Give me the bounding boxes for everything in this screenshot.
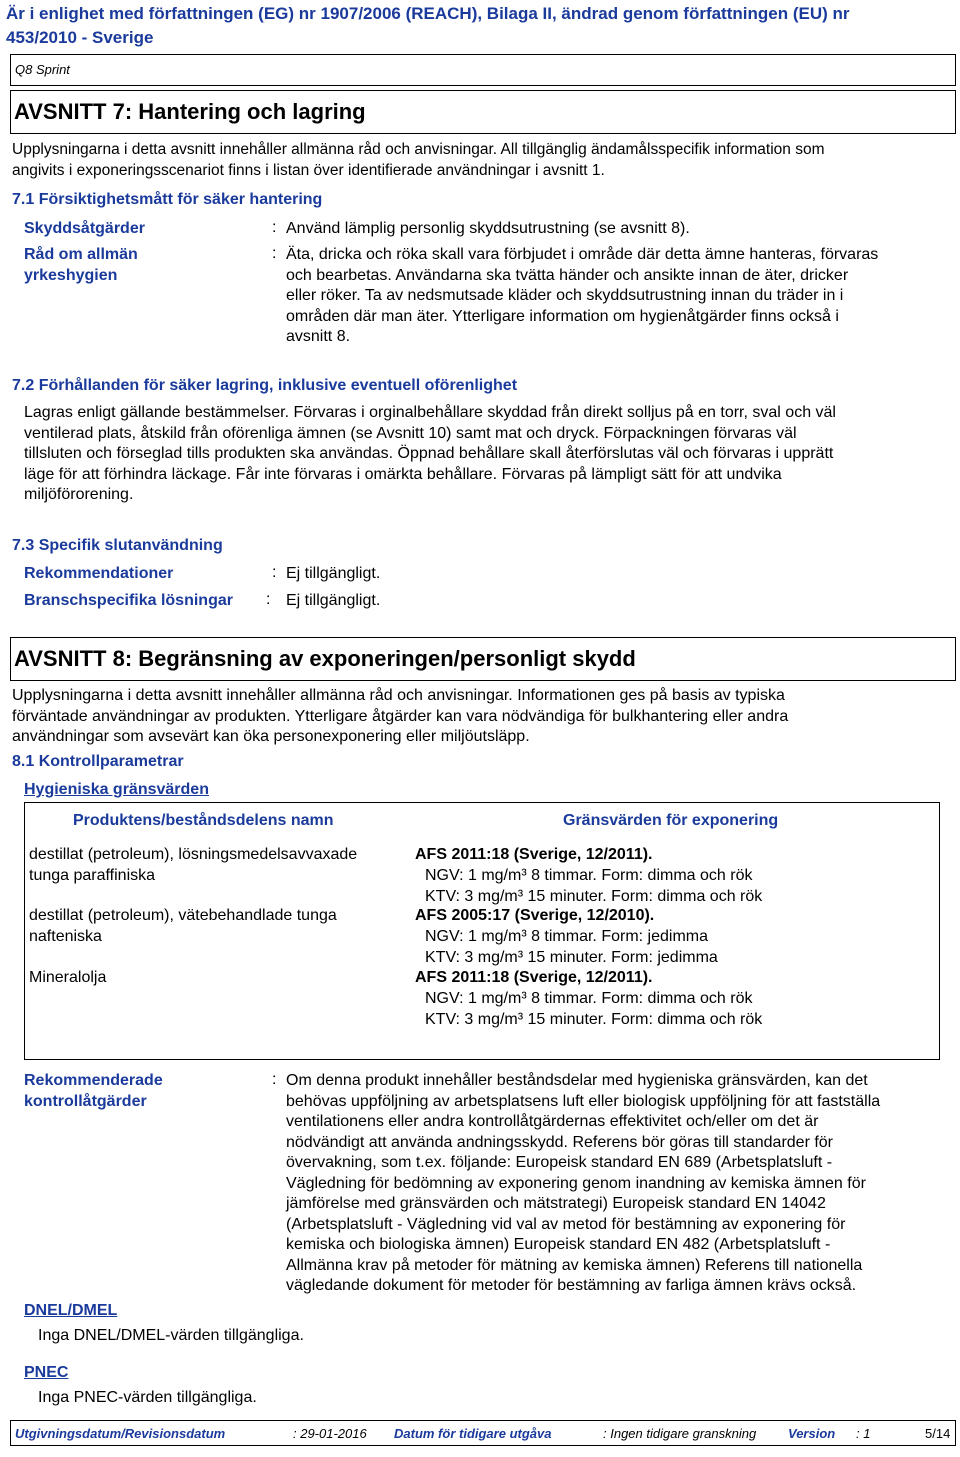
table-header-limits: Gränsvärden för exponering (563, 812, 779, 829)
limit-line: NGV: 1 mg/m³ 8 timmar. Form: dimma och rök (425, 867, 753, 884)
previous-date-label: Datum för tidigare utgåva (394, 1426, 552, 1441)
intro-line: Upplysningarna i detta avsnitt innehåller allmänna råd och anvisningar. Informationen ges på basis av typiska (12, 687, 785, 704)
controls-line: jämförelse med gränsvärden och mätstrategi) Europeisk standard EN 14042 (286, 1195, 826, 1212)
name-line: destillat (petroleum), lösningsmedelsavvaxade (29, 846, 358, 863)
intro-line: angivits i exponeringsscenariot finns i listan över identifierade användningar i avsnitt 1. (12, 161, 605, 179)
controls-line: Om denna produkt innehåller beståndsdelar med hygieniska gränsvärden, kan det (286, 1072, 868, 1089)
hygiene-label-line: yrkeshygien (24, 267, 118, 284)
doc-header-line1: Är i enlighet med författningen (EG) nr 1907/2006 (REACH), Bilaga II, ändrad genom författningen (EU) nr (6, 4, 850, 23)
storage-line: tillsluten och förseglad tills produkten ska användas. Öppnad behållare skall återförslutas väl och förvaras i upprätt (24, 445, 834, 462)
label-line: kontrollåtgärder (24, 1093, 147, 1110)
industry-solutions-value: Ej tillgängligt. (286, 592, 381, 609)
section7-title-box (10, 90, 956, 134)
controls-line: kemiska och biologiska ämnen) Europeisk standard EN 482 (Arbetsplatsluft - (286, 1236, 831, 1253)
storage-line: miljöförorening. (24, 486, 134, 503)
limit-line: NGV: 1 mg/m³ 8 timmar. Form: dimma och rök (425, 990, 753, 1007)
controls-line: Allmänna krav på metoder för mätning av kemiska ämnen) Referens till nationella (286, 1256, 863, 1274)
limit-line: KTV: 3 mg/m³ 15 minuter. Form: dimma och rök (425, 888, 763, 905)
limit-line: NGV: 1 mg/m³ 8 timmar. Form: jedimma (425, 928, 708, 945)
version-value: : 1 (856, 1426, 871, 1441)
table-row-name (29, 967, 106, 988)
pnec-heading: PNEC (24, 1364, 69, 1381)
pnec-text: Inga PNEC-värden tillgängliga. (38, 1389, 257, 1406)
limit-line: KTV: 3 mg/m³ 15 minuter. Form: dimma och rök (425, 1011, 763, 1028)
issue-date-value: : 29-01-2016 (293, 1426, 367, 1441)
doc-header-line2: 453/2010 - Sverige (6, 28, 154, 47)
hygiene-label-line: Råd om allmän (24, 246, 138, 263)
hygiene-advice (286, 245, 878, 348)
table-header-name: Produktens/beståndsdelens namn (73, 812, 334, 829)
table-row-limits (415, 844, 762, 907)
page-number: 5/14 (925, 1426, 951, 1441)
controls-line: vägledande dokument för metoder för bestämning av farliga ämnen krävs också. (286, 1277, 857, 1294)
s71-heading: 7.1 Försiktighetsmått för säker hantering (12, 191, 323, 208)
controls-line: Vägledning för bedömning av exponering genom inandning av kemiska ämnen för (286, 1174, 866, 1192)
hygiene-line: avsnitt 8. (286, 328, 351, 345)
hygiene-line: Äta, dricka och röka skall vara förbjudet i område där detta ämne hanteras, förvaras (286, 246, 879, 263)
recommendations-value: Ej tillgängligt. (286, 565, 381, 582)
hygienic-limits-heading: Hygieniska gränsvärden (24, 781, 209, 798)
table-row-name (29, 905, 337, 947)
section7-intro (12, 140, 824, 181)
colon: : (272, 564, 277, 581)
name-line: nafteniska (29, 928, 102, 945)
intro-line: förväntade användningar av produkten. Ytterligare åtgärder kan vara nödvändiga för bulkhantering eller andra (12, 707, 789, 725)
controls-line: nödvändigt att använda andningsskydd. Referens bör göras till standarder för (286, 1133, 834, 1151)
controls-line: behövas uppföljning av arbetsplatsens luft eller biologisk uppföljning för att fastställa (286, 1092, 881, 1110)
section8-intro (12, 686, 788, 748)
version-label: Version (788, 1426, 836, 1441)
intro-line: Upplysningarna i detta avsnitt innehåller allmänna råd och anvisningar. All tillgänglig ändamålsspecifik information som (12, 141, 825, 158)
colon: : (272, 219, 277, 236)
footer-bar (10, 1420, 956, 1446)
controls-line: ventilationens eller andra kontrollåtgärdernas effektivitet och/eller om det är (286, 1113, 819, 1130)
hygiene-line: områden där man äter. Ytterligare information om hygienåtgärder finns också i (286, 307, 839, 325)
storage-conditions (24, 403, 836, 506)
protective-measures-label: Skyddsåtgärder (24, 220, 145, 237)
limit-line: KTV: 3 mg/m³ 15 minuter. Form: jedimma (425, 949, 718, 966)
recommended-controls-label (24, 1070, 163, 1112)
limit-standard: AFS 2011:18 (Sverige, 12/2011). (415, 846, 653, 863)
hygiene-line: och bearbetas. Användarna ska tvätta händer och ansikte innan de äter, dricker (286, 266, 849, 284)
s72-heading: 7.2 Förhållanden för säker lagring, inklusive eventuell oförenlighet (12, 377, 518, 394)
recommended-controls-text (286, 1071, 880, 1297)
hygiene-line: eller röker. Ta av nedsmutsade kläder och skyddsutrustning innan du träder in i (286, 287, 844, 304)
s81-heading: 8.1 Kontrollparametrar (12, 753, 184, 770)
protective-measures-value: Använd lämplig personlig skyddsutrustning (se avsnitt 8). (286, 220, 690, 237)
name-line: destillat (petroleum), vätebehandlade tunga (29, 907, 337, 924)
storage-line: läge för att förhindra läckage. Får inte förvaras i omärkta behållare. Förvaras på lämpligt sätt för att undvika (24, 465, 782, 483)
previous-date-value: : Ingen tidigare granskning (603, 1426, 757, 1441)
table-row-limits (415, 905, 718, 968)
s73-heading: 7.3 Specifik slutanvändning (12, 537, 223, 554)
issue-date-label: Utgivningsdatum/Revisionsdatum (15, 1426, 226, 1441)
colon: : (266, 591, 271, 608)
limit-standard: AFS 2005:17 (Sverige, 12/2010). (415, 907, 655, 924)
controls-line: (Arbetsplatsluft - Vägledning vid val av metod för bestämning av exponering för (286, 1215, 846, 1233)
label-line: Rekommenderade (24, 1072, 163, 1089)
exposure-limits-table (24, 802, 940, 1060)
dnel-text: Inga DNEL/DMEL-värden tillgängliga. (38, 1327, 304, 1344)
intro-line: användningar som avsevärt kan öka personexponering eller miljöutsläpp. (12, 728, 530, 745)
section7-title: AVSNITT 7: Hantering och lagring (14, 99, 366, 124)
storage-line: Lagras enligt gällande bestämmelser. Förvaras i orginalbehållare skyddad från direkt solljus på en torr, sval och väl (24, 404, 836, 421)
section8-title-box (10, 637, 956, 681)
hygiene-label (24, 244, 138, 286)
colon: : (272, 245, 277, 262)
name-line: Mineralolja (29, 969, 107, 986)
limit-standard: AFS 2011:18 (Sverige, 12/2011). (415, 969, 653, 986)
recommendations-label: Rekommendationer (24, 565, 174, 582)
section8-title: AVSNITT 8: Begränsning av exponeringen/personligt skydd (14, 646, 636, 671)
colon: : (272, 1071, 277, 1088)
name-line: tunga paraffiniska (29, 867, 156, 884)
industry-solutions-label: Branschspecifika lösningar (24, 592, 233, 609)
product-name-box (10, 54, 956, 86)
table-row-name (29, 844, 357, 886)
storage-line: ventilerad plats, åtskild från oförenliga ämnen (se Avsnitt 10) samt mat och dryck. Förpackningen förvaras väl (24, 424, 797, 442)
table-row-limits (415, 967, 762, 1030)
product-name: Q8 Sprint (15, 62, 70, 77)
controls-line: övervakning, som t.ex. följande: Europeisk standard EN 689 (Arbetsplatsluft - (286, 1154, 833, 1171)
dnel-heading: DNEL/DMEL (24, 1302, 118, 1319)
